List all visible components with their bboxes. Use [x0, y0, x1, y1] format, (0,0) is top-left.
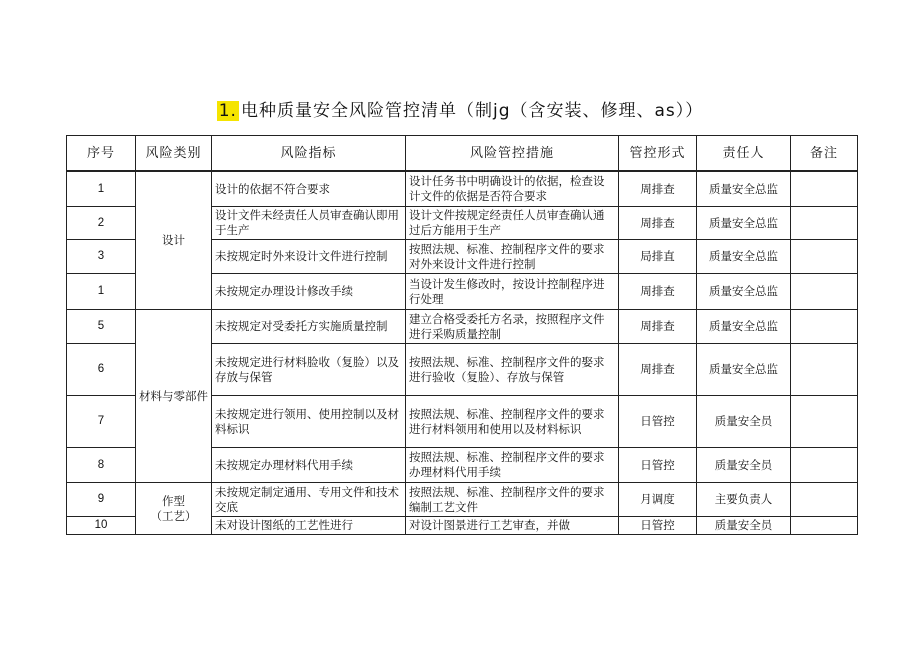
row-remark	[791, 310, 858, 344]
row-measure: 设计文件按规定经责任人员审查确认通过后方能用于生产	[406, 207, 619, 240]
row-owner: 质量安全总监	[697, 344, 791, 396]
row-seq: 2	[67, 207, 136, 240]
row-remark	[791, 517, 858, 535]
row-form: 日管控	[619, 448, 697, 483]
row-remark	[791, 207, 858, 240]
row-remark	[791, 396, 858, 448]
row-remark	[791, 344, 858, 396]
row-measure: 设计任务书中明确设计的依据，检查设计文件的依据是否符合要求	[406, 172, 619, 207]
row-measure: 按照法规、标准、控制程序文件的要求办理材料代用手续	[406, 448, 619, 483]
row-indicator: 未对设计图纸的工艺性进行	[212, 517, 406, 535]
row-owner: 质量安全总监	[697, 240, 791, 274]
row-form: 周排查	[619, 274, 697, 310]
row-measure: 按照法规、标准、控制程序文件的要求编制工艺文件	[406, 483, 619, 517]
row-measure: 对设计图景进行工艺审查，并做	[406, 517, 619, 535]
row-owner: 质量安全总监	[697, 310, 791, 344]
row-form: 局排直	[619, 240, 697, 274]
row-indicator: 未按规定办理设计修改手续	[212, 274, 406, 310]
category-materials: 材料与零部件	[136, 310, 212, 483]
title-number: 1.	[218, 101, 237, 121]
row-seq: 1	[67, 172, 136, 207]
row-seq: 6	[67, 344, 136, 396]
row-owner: 质量安全总监	[697, 274, 791, 310]
row-owner: 主要负责人	[697, 483, 791, 517]
category-process-line1: 作型	[162, 493, 185, 508]
row-seq: 5	[67, 310, 136, 344]
header-indicator: 风险指标	[212, 136, 406, 171]
row-remark	[791, 483, 858, 517]
row-measure: 按照法规、标准、控制程序文件的要求进行材料领用和使用以及材料标识	[406, 396, 619, 448]
header-form: 管控形式	[619, 136, 697, 171]
header-seq: 序号	[67, 136, 136, 171]
category-process	[136, 483, 212, 535]
row-owner: 质量安全总监	[697, 172, 791, 207]
header-row	[67, 136, 858, 171]
row-seq: 8	[67, 448, 136, 483]
row-indicator: 未按规定进行领用、使用控制以及材料标识	[212, 396, 406, 448]
row-measure: 按照法规、标准、控制程序文件的娶求进行验收（复脸）、存放与保管	[406, 344, 619, 396]
row-owner: 质量安全员	[697, 517, 791, 535]
row-form: 周排查	[619, 172, 697, 207]
table-row	[67, 310, 858, 344]
row-measure: 当设计发生修改时，按设计控制程序进行处理	[406, 274, 619, 310]
row-seq: 3	[67, 240, 136, 274]
row-indicator: 设计文件未经责任人员审查确认即用于生产	[212, 207, 406, 240]
row-form: 日管控	[619, 396, 697, 448]
header-measure: 风险管控措施	[406, 136, 619, 171]
category-design: 设计	[136, 172, 212, 310]
row-remark	[791, 448, 858, 483]
row-form: 日管控	[619, 517, 697, 535]
row-indicator: 未按规定进行材料脸收（复脸）以及存放与保管	[212, 344, 406, 396]
table-row	[67, 483, 858, 517]
row-form: 周排查	[619, 344, 697, 396]
row-remark	[791, 172, 858, 207]
header-owner: 责任人	[697, 136, 791, 171]
row-indicator: 未按规定对受委托方实施质量控制	[212, 310, 406, 344]
header-remark: 备注	[791, 136, 858, 171]
row-measure: 建立合格受委托方名录，按照程序文件进行采购质量控制	[406, 310, 619, 344]
table-row	[67, 172, 858, 207]
title-text: 电种质量安全风险管控清单（制jg（含安装、修理、as））	[240, 101, 704, 121]
category-process-line2: （工艺）	[150, 508, 197, 523]
row-form: 周排查	[619, 207, 697, 240]
row-form: 周排查	[619, 310, 697, 344]
row-seq: 1	[67, 274, 136, 310]
row-seq: 7	[67, 396, 136, 448]
row-owner: 质量安全总监	[697, 207, 791, 240]
row-indicator: 设计的依据不符合要求	[212, 172, 406, 207]
row-indicator: 未按规定办理材料代用手续	[212, 448, 406, 483]
row-measure: 按照法规、标准、控制程序文件的要求对外来设计文件进行控制	[406, 240, 619, 274]
risk-control-table	[66, 135, 858, 535]
row-indicator: 未按规定时外来设计文件进行控制	[212, 240, 406, 274]
header-category: 风险类别	[136, 136, 212, 171]
row-seq: 9	[67, 483, 136, 517]
row-owner: 质量安全员	[697, 448, 791, 483]
row-remark	[791, 240, 858, 274]
row-remark	[791, 274, 858, 310]
row-seq: 10	[67, 517, 136, 535]
row-indicator: 未按规定制定通用、专用文件和技术交底	[212, 483, 406, 517]
document-title	[0, 96, 920, 121]
row-form: 月调度	[619, 483, 697, 517]
row-owner: 质量安全员	[697, 396, 791, 448]
